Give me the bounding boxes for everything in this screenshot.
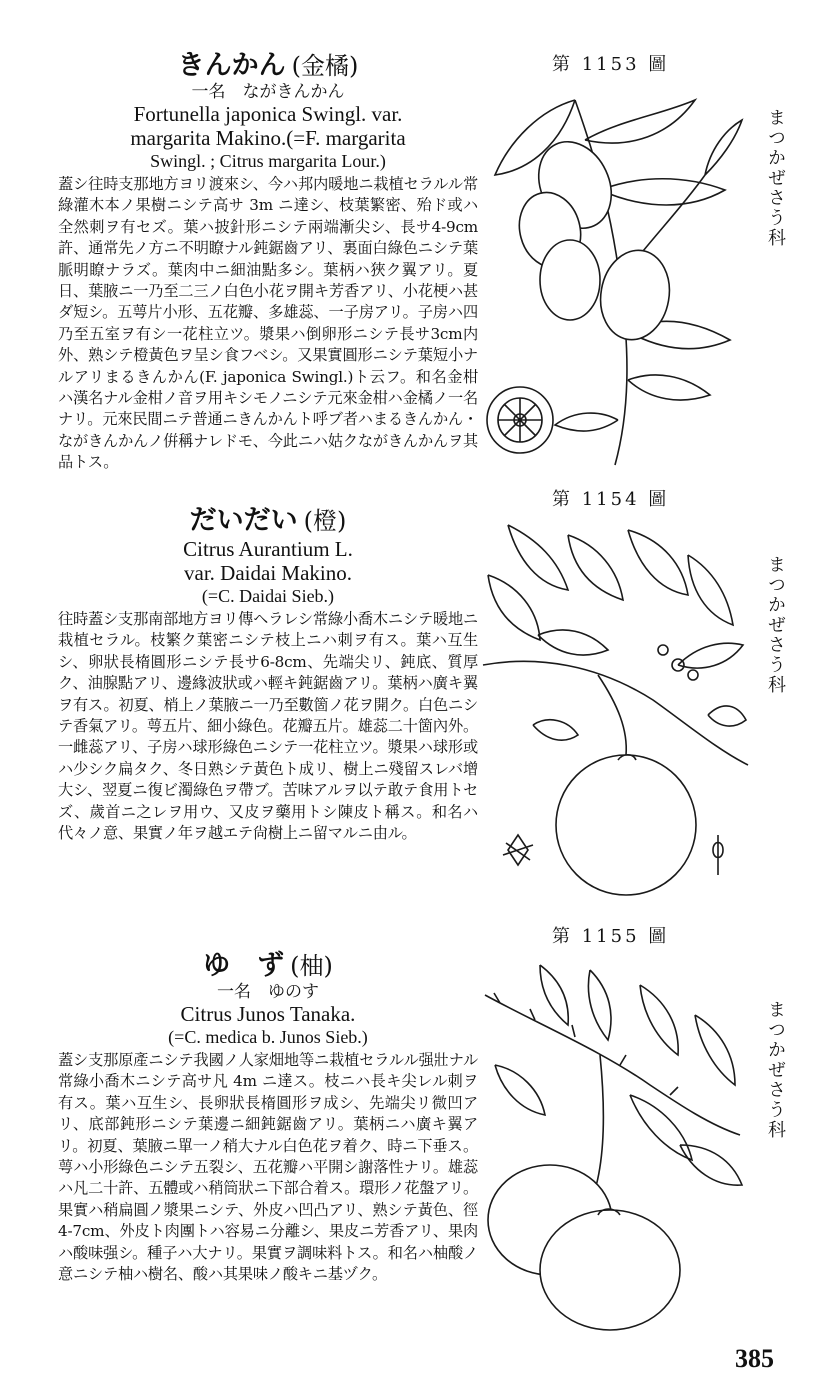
- entry-daidai: [58, 505, 478, 844]
- scientific-name-line: Citrus Aurantium L.: [183, 537, 353, 561]
- scientific-name-line: margarita Makino.(=F. margarita: [130, 126, 406, 150]
- scientific-name-line: var. Daidai Makino.: [184, 561, 352, 585]
- scientific-name-line: (=C. Daidai Sieb.): [201, 586, 335, 606]
- description-text: 蓋シ往時支那地方ヨリ渡來シ、今ハ邦内暖地ニ栽植セラルル常綠灌木本ノ果樹ニシテ高サ 3m ニ達シ、枝葉繁密、殆ド或ハ全然刺ヲ有セズ。葉ハ披針形ニシテ兩端漸尖シ、長サ4-9cm許、通常先ノ方ニ不明瞭ナル鈍鋸齒アリ、裏面白綠色ニシテ葉脈明瞭ナラズ。葉肉中ニ細油點多シ。葉柄ハ狹ク翼アリ。夏日、葉腋ニ一乃至二三ノ白色小花ヲ開キ芳香アリ、小花梗ハ甚ダ短シ。五萼片小形、五花瓣、多雄蕊、一子房アリ。子房ハ四乃至五室ヲ有シ一花柱立ツ。漿果ハ倒卵形ニシテ長サ3cm内外、熟シテ橙黃色ヲ呈シ食フベシ。又果實圓形ニシテ葉短小ナルアリまるきんかん(F. japonica Swingl.)ト云フ。和名金柑ハ漢名ナル金柑ノ音ヲ用キシモノニシテ元來金柑ハ金橘ノ一名ナリ。元來民間ニテ普通ニきんかんト呼ブ者ハまるきんかん・ながきんかんノ倂稱ナレドモ、今此ニハ姑クながきんかんヲ其品トス。: [58, 175, 478, 472]
- entry-title: ゆ ず (柚): [203, 950, 333, 981]
- entry-title: きんかん (金橘): [177, 50, 359, 81]
- scientific-name-line: Fortunella japonica Swingl. var.: [133, 102, 403, 126]
- plant-family-label: まつかぜさう科: [765, 1000, 786, 1140]
- description-text: 往時蓋シ支那南部地方ヨリ傳ヘラレシ常綠小喬木ニシテ暖地ニ栽植セラル。枝繁ク葉密ニシテ枝上ニハ刺ヲ有ス。葉ハ互生シ、卵狀長楕圓形ニシテ長サ6-8cm、先端尖リ、鈍底、質厚ク、油腺點アリ、邊緣波狀或ハ輕キ鈍鋸齒アリ。葉柄ハ廣キ翼ヲ有ス。初夏、梢上ノ葉腋ニ一乃至數箇ノ花ヲ開ク。白色ニシテ香氣アリ。萼五片、細小綠色。花瓣五片。雄蕊二十箇內外。一雌蕊アリ、子房ハ球形綠色ニシテ一花柱立ツ。漿果ハ球形或ハ少シク扁タク、冬日熟シテ黃色ト成リ、樹上ニ殘留スレバ增大シ、翌夏ニ復ビ濁綠色ヲ帶ブ。苦味アルヲ以テ敢テ食用トセズ、歲首ニ之レヲ用ウ、又皮ヲ藥用トシ陳皮ト稱ス。和名ハ代々ノ意、果實ノ年ヲ越エテ尙樹上ニ留マルニ由ル。: [58, 610, 478, 843]
- description-text: 蓋シ支那原產ニシテ我國ノ人家畑地等ニ栽植セラルル强壯ナル常綠小喬木ニシテ高サ凡 4m ニ達ス。枝ニハ長キ尖レル刺ヲ有ス。葉ハ互生シ、長卵狀長楕圓形ヲ成シ、先端尖リ微凹アリ、底部鈍形ニシテ葉邊ニ細鈍鋸齒アリ。葉柄ニハ廣キ翼アリ。初夏、葉腋ニ單一ノ稍大ナル白色花ヲ着ク、時ニ下垂ス。萼ハ小形綠色ニシテ五裂シ、五花瓣ハ平開シ謝落性ナリ。雄蕊ハ凡二十許、五體或ハ稍筒狀ニ下部合着ス。環形ノ花盤アリ。果實ハ稍扁圓ノ漿果ニシテ、外皮ハ凹凸アリ、熟シテ黃色、徑4-7cm、外皮ト肉團トハ容易ニ分離シ、果皮ニ芳香アリ、果肉ハ酸味强シ。種子ハ大ナリ。果實ヲ調味料トス。和名ハ柚酸ノ意ニシテ柚ハ樹名、酸ハ其果味ノ酸キニ基ヅク。: [58, 1051, 478, 1284]
- scientific-name-line: (=C. medica b. Junos Sieb.): [168, 1027, 368, 1047]
- entry-yuzu: [58, 950, 478, 1285]
- entry-kinkan: [58, 50, 478, 474]
- alternate-name: 一名 ゆのす: [217, 982, 319, 1002]
- page-number: 385: [735, 1344, 774, 1373]
- figure-label: 第 1154 圖: [552, 489, 670, 510]
- plant-family-label: まつかぜさう科: [765, 555, 786, 695]
- alternate-name: 一名 ながきんかん: [191, 82, 345, 102]
- kumquat-illustration: [480, 80, 750, 470]
- plant-family-label: まつかぜさう科: [765, 108, 786, 248]
- scientific-name-line: Swingl. ; Citrus margarita Lour.): [150, 151, 386, 171]
- figure-label: 第 1155 圖: [552, 926, 670, 947]
- scientific-name-line: Citrus Junos Tanaka.: [180, 1002, 356, 1026]
- entry-title: だいだい (橙): [189, 505, 347, 536]
- daidai-illustration: [478, 515, 753, 900]
- figure-label: 第 1153 圖: [552, 54, 670, 75]
- yuzu-illustration: [480, 955, 750, 1345]
